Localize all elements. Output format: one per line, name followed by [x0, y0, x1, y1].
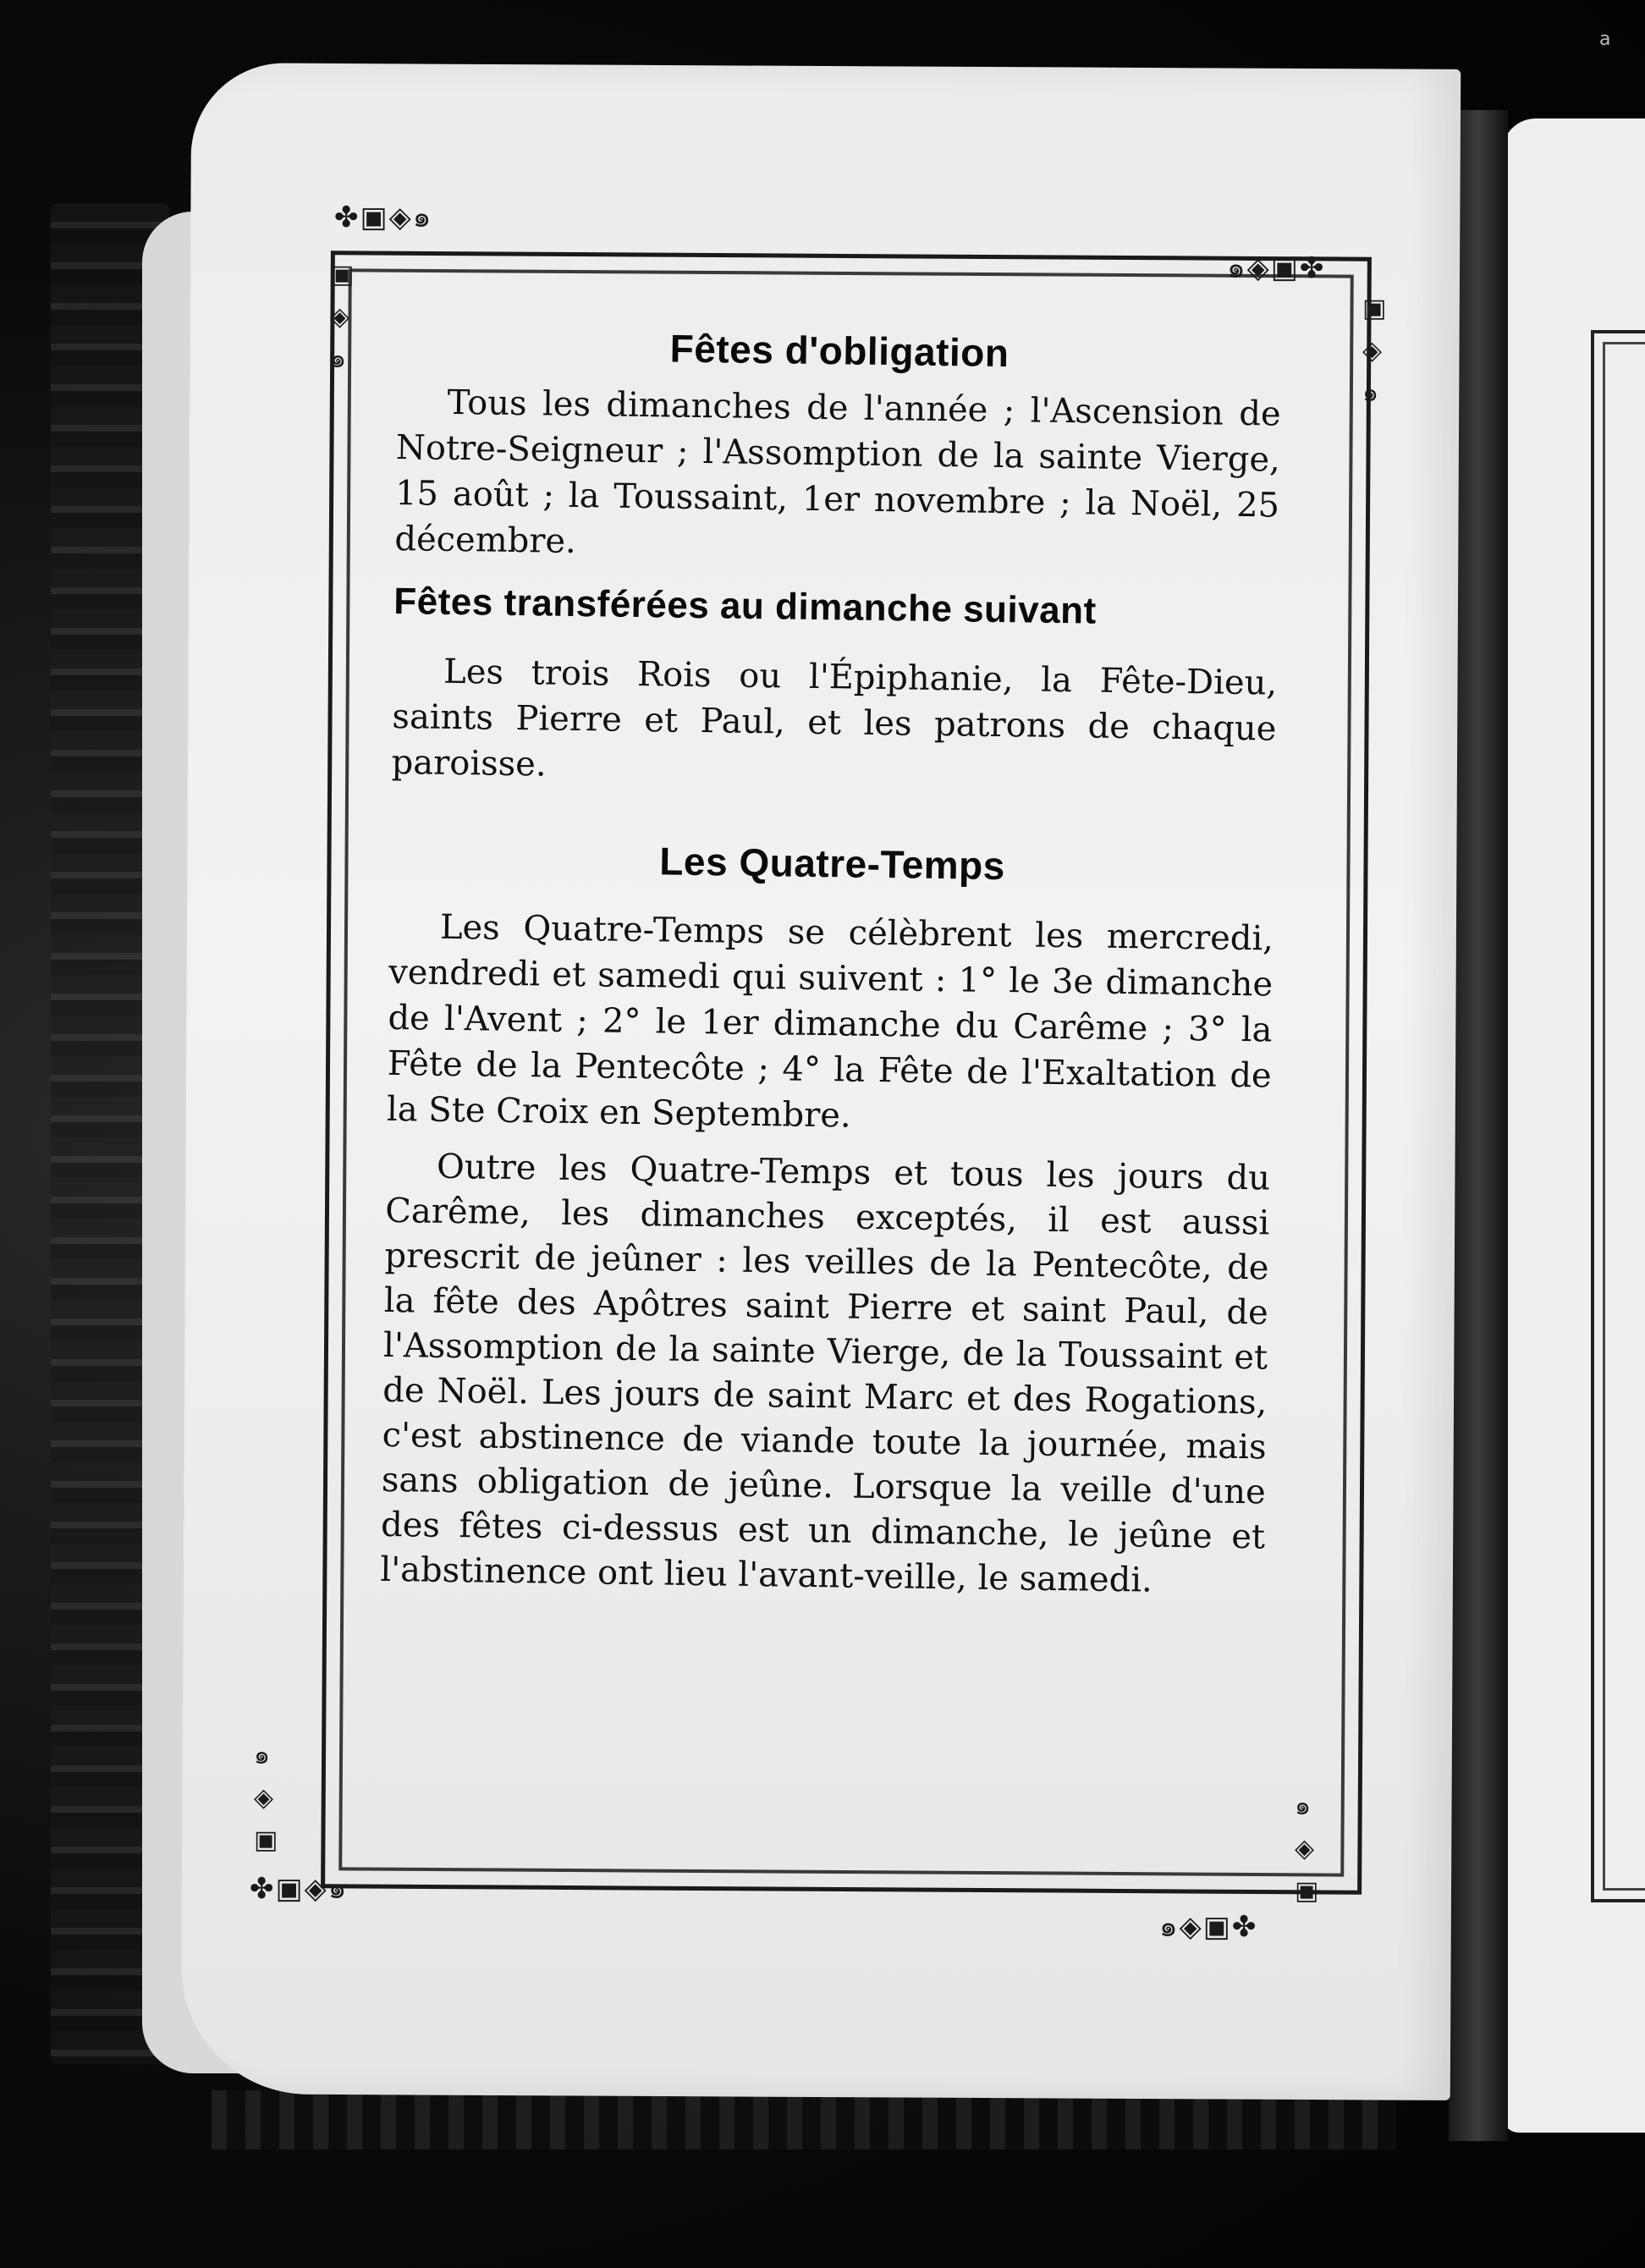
page-content: [377, 322, 1282, 1848]
corner-ornament-bottom-right-vertical: ๑ ◈ ▣: [1295, 1792, 1321, 1906]
corner-mark: a: [1599, 29, 1613, 50]
corner-ornament-bottom-right: ๑◈▣✤: [1159, 1910, 1258, 1944]
heading-fetes-transferees: Fêtes transférées au dimanche suivant: [393, 580, 1098, 632]
corner-ornament-bottom-left: ✤▣◈๑: [250, 1872, 349, 1906]
paragraph-fetes-transferees: Les trois Rois ou l'Épiphanie, la Fête-Dieu, saints Pierre et Paul, et les patrons de chaque paroisse.: [391, 652, 1278, 784]
corner-ornament-top-left: ✤▣◈๑: [334, 201, 433, 234]
heading-quatre-temps: Les Quatre-Temps: [659, 839, 1006, 889]
corner-ornament-top-left-vertical: ▣ ◈ ๑: [330, 260, 356, 374]
corner-ornament-top-right: ๑◈▣✤: [1227, 251, 1326, 285]
paragraph-fetes-obligation: Tous les dimanches de l'année ; l'Ascension de Notre-Seigneur ; l'Assomption de la sainte Vierge, 15 août ; la Toussaint, 1er novembre ; la Noël, 25 décembre.: [394, 383, 1281, 561]
facing-page-frame: [1591, 330, 1645, 1902]
book-bottom-edge: [212, 2090, 1396, 2150]
heading-fetes-obligation: Fêtes d'obligation: [669, 326, 1010, 376]
paragraph-quatre-temps: Les Quatre-Temps se célèbrent les mercredi, vendredi et samedi qui suivent : 1° le 3e dimanche de l'Avent ; 2° le 1er dimanche du Carême ; 3° la Fête de la Pentecôte ; 4° la Fête de l'Exaltation de la Ste Croix en Septembre.: [386, 907, 1274, 1136]
paragraph-jeune-abstinence: Outre les Quatre-Temps et tous les jours du Carême, les dimanches exceptés, il est aussi prescrit de jeûner : les veilles de la Pentecôte, de la fête des Apôtres saint Pierre et saint Paul, de l'Assomption de la sainte Vierge, de la Toussaint et de Noël. Les jours de saint Marc et des Rogations, c'est abstinence de viande toute la journée, mais sans obligation de jeûne. Lorsque la veille d'une des fêtes ci-dessus est un dimanche, le jeûne et l'abstinence ont lieu l'avant-veille, le samedi.: [380, 1147, 1271, 1600]
corner-ornament-bottom-left-vertical: ๑ ◈ ▣: [254, 1741, 280, 1855]
corner-ornament-top-right-vertical: ▣ ◈ ๑: [1362, 294, 1389, 408]
